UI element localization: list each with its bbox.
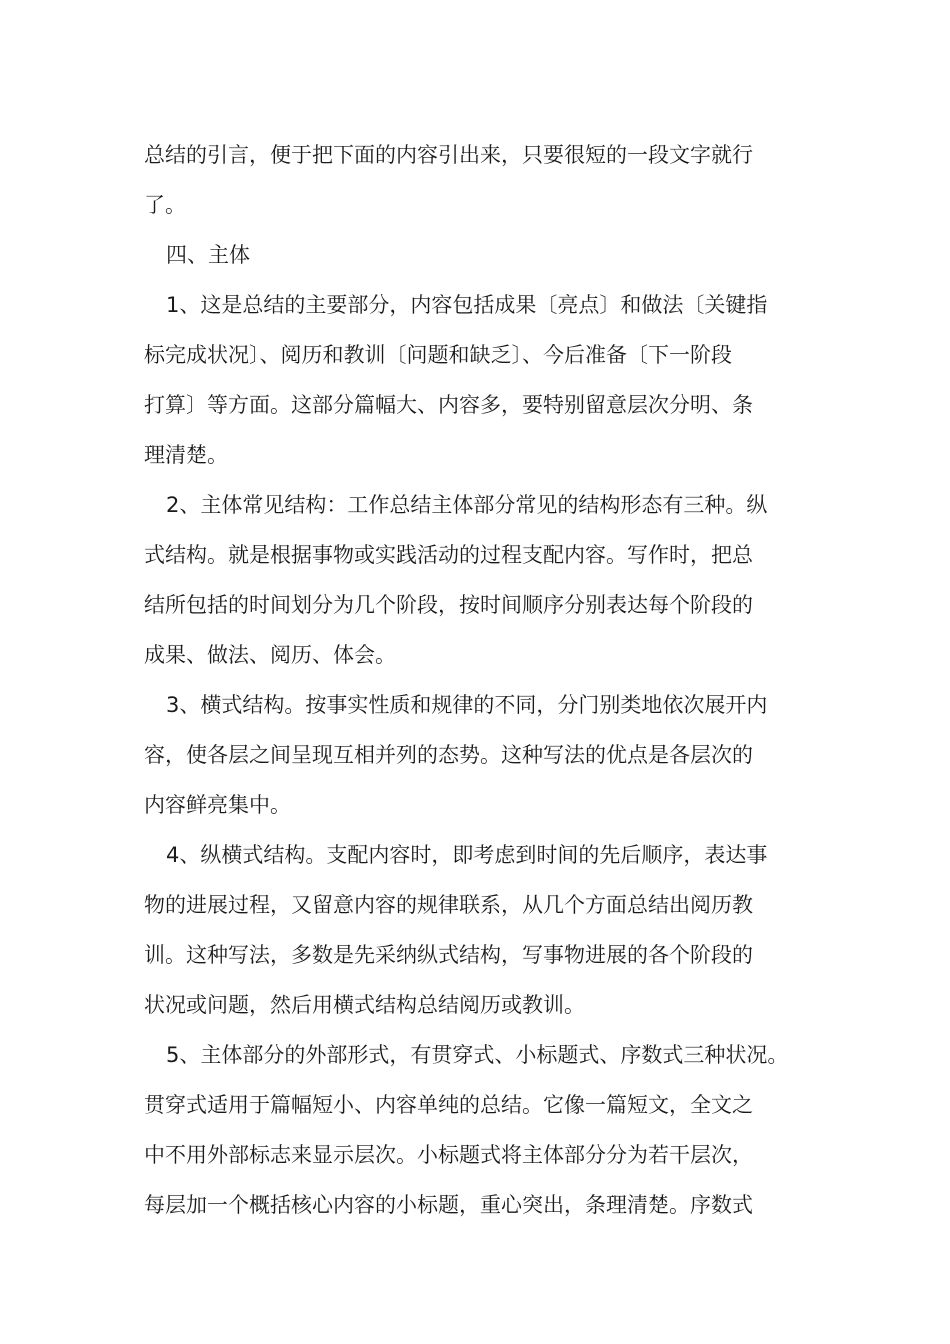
text-line: 5、主体部分的外部形式，有贯穿式、小标题式、序数式三种状况。 [166, 1043, 789, 1067]
text-line: 理清楚。 [144, 443, 228, 467]
text-line: 成果、做法、阅历、体会。 [144, 643, 396, 667]
text-line: 标完成状况〕、阅历和教训〔问题和缺乏〕、今后准备〔下一阶段 [144, 343, 732, 367]
text-line: 总结的引言，便于把下面的内容引出来，只要很短的一段文字就行 [144, 143, 753, 167]
text-line: 打算〕等方面。这部分篇幅大、内容多，要特别留意层次分明、条 [144, 393, 753, 417]
text-line: 了。 [144, 193, 186, 217]
text-line: 内容鲜亮集中。 [144, 793, 291, 817]
text-line: 训。这种写法，多数是先采纳纵式结构，写事物进展的各个阶段的 [144, 943, 753, 967]
document-body [144, 130, 824, 1230]
text-line: 式结构。就是根据事物或实践活动的过程支配内容。写作时，把总 [144, 543, 753, 567]
text-line: 中不用外部标志来显示层次。小标题式将主体部分分为若干层次， [144, 1143, 753, 1167]
text-line: 物的进展过程，又留意内容的规律联系，从几个方面总结出阅历教 [144, 893, 753, 917]
text-line: 每层加一个概括核心内容的小标题，重心突出，条理清楚。序数式 [144, 1193, 753, 1217]
text-line: 3、横式结构。按事实性质和规律的不同，分门别类地依次展开内 [166, 693, 768, 717]
section-heading: 四、主体 [166, 243, 250, 267]
text-line: 1、这是总结的主要部分，内容包括成果〔亮点〕和做法〔关键指 [166, 293, 768, 317]
text-line: 容，使各层之间呈现互相并列的态势。这种写法的优点是各层次的 [144, 743, 753, 767]
text-line: 贯穿式适用于篇幅短小、内容单纯的总结。它像一篇短文，全文之 [144, 1093, 753, 1117]
text-line: 结所包括的时间划分为几个阶段，按时间顺序分别表达每个阶段的 [144, 593, 753, 617]
text-line: 4、纵横式结构。支配内容时，即考虑到时间的先后顺序，表达事 [166, 843, 768, 867]
text-line: 2、主体常见结构：工作总结主体部分常见的结构形态有三种。纵 [166, 493, 768, 517]
text-line: 状况或问题，然后用横式结构总结阅历或教训。 [144, 993, 585, 1017]
